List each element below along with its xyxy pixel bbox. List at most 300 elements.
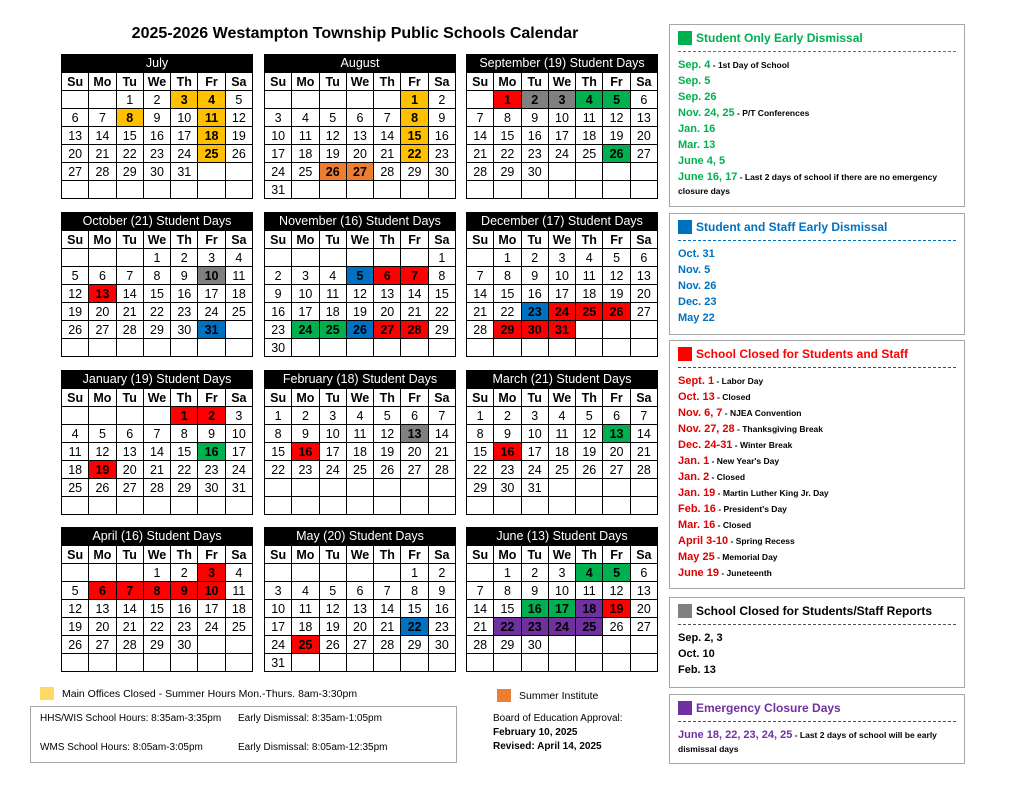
empty-cell bbox=[89, 91, 116, 109]
day-cell: 14 bbox=[89, 127, 116, 145]
day-cell: 5 bbox=[603, 564, 630, 582]
legend-panel-title: Emergency Closure Days bbox=[696, 701, 841, 715]
entry-note: - Last 2 days of school will be early dismissal days bbox=[678, 730, 937, 754]
day-cell: 16 bbox=[521, 285, 548, 303]
weekday-header: Su bbox=[62, 231, 89, 249]
empty-cell bbox=[401, 654, 428, 672]
day-cell: 16 bbox=[143, 127, 170, 145]
empty-cell bbox=[603, 654, 630, 672]
day-cell: 28 bbox=[89, 163, 116, 181]
weekday-header: Fr bbox=[401, 389, 428, 407]
day-cell: 24 bbox=[225, 461, 252, 479]
empty-cell bbox=[428, 497, 455, 515]
day-cell: 16 bbox=[521, 600, 548, 618]
day-cell: 5 bbox=[603, 91, 630, 109]
weekday-header: We bbox=[548, 231, 575, 249]
day-cell: 23 bbox=[428, 145, 455, 163]
legend-entry bbox=[678, 728, 956, 756]
day-cell: 31 bbox=[265, 654, 292, 672]
day-cell: 15 bbox=[428, 285, 455, 303]
day-cell: 9 bbox=[171, 582, 198, 600]
month-title: December (17) Student Days bbox=[466, 212, 658, 230]
month-title: March (21) Student Days bbox=[466, 370, 658, 388]
weekday-header: Sa bbox=[225, 73, 252, 91]
legend-entry bbox=[678, 438, 956, 452]
weekday-header: Su bbox=[467, 546, 494, 564]
month-title: October (21) Student Days bbox=[61, 212, 253, 230]
legend-panel bbox=[669, 340, 965, 589]
entry-dates: Mar. 13 bbox=[678, 139, 716, 151]
day-cell: 26 bbox=[89, 479, 116, 497]
day-cell: 5 bbox=[62, 582, 89, 600]
empty-cell bbox=[319, 91, 346, 109]
day-cell: 11 bbox=[225, 267, 252, 285]
day-cell: 1 bbox=[116, 91, 143, 109]
empty-cell bbox=[374, 497, 401, 515]
day-cell: 7 bbox=[467, 582, 494, 600]
day-cell: 29 bbox=[401, 636, 428, 654]
day-cell: 20 bbox=[630, 127, 657, 145]
day-cell: 5 bbox=[319, 582, 346, 600]
day-cell: 20 bbox=[401, 443, 428, 461]
day-cell: 3 bbox=[521, 407, 548, 425]
day-cell: 23 bbox=[171, 618, 198, 636]
day-cell: 30 bbox=[428, 163, 455, 181]
weekday-header: Tu bbox=[116, 546, 143, 564]
day-cell: 21 bbox=[374, 618, 401, 636]
day-cell: 12 bbox=[603, 582, 630, 600]
month-calendar bbox=[466, 54, 658, 199]
day-cell: 21 bbox=[374, 145, 401, 163]
legend-entry bbox=[678, 122, 956, 136]
entry-dates: Feb. 13 bbox=[678, 664, 716, 676]
day-cell: 18 bbox=[292, 145, 319, 163]
day-cell: 9 bbox=[494, 425, 521, 443]
empty-cell bbox=[89, 564, 116, 582]
day-cell: 15 bbox=[494, 600, 521, 618]
weekday-header: Mo bbox=[494, 546, 521, 564]
day-cell: 30 bbox=[494, 479, 521, 497]
day-cell: 27 bbox=[374, 321, 401, 339]
day-cell: 22 bbox=[401, 145, 428, 163]
entry-dates: May 25 bbox=[678, 551, 715, 563]
empty-cell bbox=[89, 181, 116, 199]
day-cell: 9 bbox=[198, 425, 225, 443]
weekday-header: We bbox=[346, 389, 373, 407]
day-cell: 2 bbox=[198, 407, 225, 425]
day-cell: 16 bbox=[198, 443, 225, 461]
day-cell: 4 bbox=[576, 249, 603, 267]
day-cell: 24 bbox=[319, 461, 346, 479]
day-cell: 15 bbox=[494, 127, 521, 145]
day-cell: 23 bbox=[428, 618, 455, 636]
day-cell: 27 bbox=[630, 618, 657, 636]
day-cell: 11 bbox=[225, 582, 252, 600]
empty-cell bbox=[548, 181, 575, 199]
day-cell: 17 bbox=[198, 600, 225, 618]
entry-note: - P/T Conferences bbox=[734, 108, 810, 118]
day-cell: 2 bbox=[494, 407, 521, 425]
weekday-header: Sa bbox=[630, 546, 657, 564]
day-cell: 6 bbox=[401, 407, 428, 425]
entry-dates: Dec. 24-31 bbox=[678, 439, 733, 451]
day-cell: 14 bbox=[116, 600, 143, 618]
day-cell: 5 bbox=[89, 425, 116, 443]
day-cell: 19 bbox=[225, 127, 252, 145]
day-cell: 8 bbox=[401, 109, 428, 127]
weekday-header: Su bbox=[467, 73, 494, 91]
day-cell: 28 bbox=[467, 321, 494, 339]
month-calendar bbox=[264, 54, 456, 199]
day-cell: 13 bbox=[116, 443, 143, 461]
day-cell: 7 bbox=[116, 267, 143, 285]
weekday-header: Fr bbox=[198, 231, 225, 249]
empty-cell bbox=[198, 497, 225, 515]
entry-note: - Closed bbox=[709, 472, 746, 482]
legend-entry bbox=[678, 170, 956, 198]
day-cell: 17 bbox=[548, 285, 575, 303]
weekday-header: Th bbox=[374, 231, 401, 249]
day-cell: 9 bbox=[171, 267, 198, 285]
empty-cell bbox=[116, 564, 143, 582]
weekday-header: Fr bbox=[198, 73, 225, 91]
entry-dates: April 3-10 bbox=[678, 535, 729, 547]
legend-panel-title: Student and Staff Early Dismissal bbox=[696, 220, 888, 234]
day-cell: 14 bbox=[143, 443, 170, 461]
day-cell: 3 bbox=[548, 249, 575, 267]
day-cell: 15 bbox=[494, 285, 521, 303]
day-cell: 20 bbox=[630, 285, 657, 303]
weekday-header: Sa bbox=[630, 231, 657, 249]
legend-panel bbox=[669, 694, 965, 764]
month-title: January (19) Student Days bbox=[61, 370, 253, 388]
month-calendar bbox=[466, 370, 658, 515]
month-calendar bbox=[61, 527, 253, 672]
weekday-header: Th bbox=[374, 546, 401, 564]
day-cell: 15 bbox=[171, 443, 198, 461]
day-cell: 21 bbox=[89, 145, 116, 163]
day-cell: 4 bbox=[292, 109, 319, 127]
empty-cell bbox=[521, 181, 548, 199]
entry-dates: Dec. 23 bbox=[678, 296, 717, 308]
day-cell: 22 bbox=[143, 618, 170, 636]
day-cell: 1 bbox=[143, 564, 170, 582]
legend-entry bbox=[678, 90, 956, 104]
empty-cell bbox=[630, 654, 657, 672]
entry-dates: Oct. 13 bbox=[678, 391, 715, 403]
day-cell: 22 bbox=[116, 145, 143, 163]
empty-cell bbox=[576, 654, 603, 672]
empty-cell bbox=[428, 339, 455, 357]
empty-cell bbox=[467, 339, 494, 357]
day-cell: 18 bbox=[576, 285, 603, 303]
day-cell: 3 bbox=[265, 109, 292, 127]
day-cell: 23 bbox=[494, 461, 521, 479]
day-cell: 6 bbox=[346, 582, 373, 600]
day-cell: 11 bbox=[576, 267, 603, 285]
day-cell: 8 bbox=[494, 582, 521, 600]
legend-panel bbox=[669, 213, 965, 335]
empty-cell bbox=[346, 181, 373, 199]
legend-entry bbox=[678, 263, 956, 277]
month-calendar bbox=[264, 370, 456, 515]
day-cell: 10 bbox=[265, 600, 292, 618]
empty-cell bbox=[198, 636, 225, 654]
empty-cell bbox=[346, 339, 373, 357]
empty-cell bbox=[630, 479, 657, 497]
day-cell: 18 bbox=[225, 285, 252, 303]
day-cell: 25 bbox=[576, 145, 603, 163]
weekday-header: Fr bbox=[401, 73, 428, 91]
entry-dates: Jan. 19 bbox=[678, 487, 716, 499]
entry-note: - President's Day bbox=[715, 504, 787, 514]
month-title: June (13) Student Days bbox=[466, 527, 658, 545]
day-cell: 2 bbox=[428, 564, 455, 582]
day-cell: 23 bbox=[265, 321, 292, 339]
day-cell: 2 bbox=[521, 91, 548, 109]
day-cell: 3 bbox=[265, 582, 292, 600]
weekday-header: Th bbox=[576, 546, 603, 564]
month-calendar bbox=[264, 212, 456, 357]
empty-cell bbox=[89, 407, 116, 425]
day-cell: 24 bbox=[265, 636, 292, 654]
weekday-header: Tu bbox=[521, 546, 548, 564]
empty-cell bbox=[494, 497, 521, 515]
entry-note: - Closed bbox=[714, 392, 751, 402]
day-cell: 13 bbox=[346, 127, 373, 145]
day-cell: 3 bbox=[198, 249, 225, 267]
empty-cell bbox=[319, 479, 346, 497]
day-cell: 17 bbox=[265, 618, 292, 636]
day-cell: 30 bbox=[265, 339, 292, 357]
day-cell: 20 bbox=[603, 443, 630, 461]
weekday-header: Mo bbox=[89, 231, 116, 249]
day-cell: 29 bbox=[494, 321, 521, 339]
weekday-header: Mo bbox=[292, 231, 319, 249]
day-cell: 14 bbox=[428, 425, 455, 443]
day-cell: 30 bbox=[171, 636, 198, 654]
day-cell: 5 bbox=[603, 249, 630, 267]
day-cell: 3 bbox=[548, 91, 575, 109]
day-cell: 6 bbox=[346, 109, 373, 127]
day-cell: 18 bbox=[548, 443, 575, 461]
empty-cell bbox=[346, 479, 373, 497]
day-cell: 14 bbox=[467, 285, 494, 303]
weekday-header: Fr bbox=[198, 389, 225, 407]
day-cell: 28 bbox=[467, 636, 494, 654]
day-cell: 19 bbox=[62, 618, 89, 636]
month-calendar bbox=[61, 370, 253, 515]
day-cell: 18 bbox=[292, 618, 319, 636]
day-cell: 4 bbox=[292, 582, 319, 600]
day-cell: 22 bbox=[494, 303, 521, 321]
day-cell: 9 bbox=[265, 285, 292, 303]
empty-cell bbox=[374, 181, 401, 199]
day-cell: 16 bbox=[292, 443, 319, 461]
empty-cell bbox=[374, 91, 401, 109]
empty-cell bbox=[467, 249, 494, 267]
day-cell: 7 bbox=[401, 267, 428, 285]
month-calendar bbox=[466, 212, 658, 357]
day-cell: 27 bbox=[116, 479, 143, 497]
empty-cell bbox=[292, 339, 319, 357]
entry-note: - Labor Day bbox=[714, 376, 764, 386]
day-cell: 22 bbox=[494, 618, 521, 636]
empty-cell bbox=[265, 249, 292, 267]
day-cell: 24 bbox=[171, 145, 198, 163]
legend-panel-header bbox=[678, 699, 956, 717]
weekday-header: Th bbox=[576, 231, 603, 249]
yellow-swatch bbox=[40, 687, 54, 700]
entry-dates: Nov. 6, 7 bbox=[678, 407, 723, 419]
day-cell: 31 bbox=[521, 479, 548, 497]
day-cell: 6 bbox=[603, 407, 630, 425]
legend-panel-title: School Closed for Students and Staff bbox=[696, 347, 909, 361]
empty-cell bbox=[62, 249, 89, 267]
day-cell: 8 bbox=[467, 425, 494, 443]
weekday-header: We bbox=[346, 73, 373, 91]
empty-cell bbox=[62, 407, 89, 425]
weekday-header: Th bbox=[374, 389, 401, 407]
empty-cell bbox=[62, 339, 89, 357]
day-cell: 17 bbox=[548, 127, 575, 145]
day-cell: 22 bbox=[265, 461, 292, 479]
day-cell: 28 bbox=[467, 163, 494, 181]
day-cell: 21 bbox=[467, 618, 494, 636]
day-cell: 17 bbox=[548, 600, 575, 618]
day-cell: 1 bbox=[428, 249, 455, 267]
day-cell: 1 bbox=[494, 91, 521, 109]
month-title: August bbox=[264, 54, 456, 72]
day-cell: 19 bbox=[319, 618, 346, 636]
day-cell: 21 bbox=[467, 145, 494, 163]
entry-note: - NJEA Convention bbox=[722, 408, 802, 418]
day-cell: 10 bbox=[548, 582, 575, 600]
empty-cell bbox=[346, 91, 373, 109]
day-cell: 16 bbox=[265, 303, 292, 321]
empty-cell bbox=[428, 181, 455, 199]
weekday-header: We bbox=[143, 389, 170, 407]
weekday-header: We bbox=[548, 73, 575, 91]
weekday-header: Su bbox=[265, 546, 292, 564]
legend-entry bbox=[678, 550, 956, 564]
day-cell: 2 bbox=[521, 564, 548, 582]
weekday-header: Tu bbox=[319, 389, 346, 407]
empty-cell bbox=[319, 497, 346, 515]
weekday-header: Su bbox=[62, 73, 89, 91]
day-cell: 4 bbox=[346, 407, 373, 425]
day-cell: 2 bbox=[143, 91, 170, 109]
day-cell: 27 bbox=[630, 303, 657, 321]
day-cell: 28 bbox=[374, 163, 401, 181]
empty-cell bbox=[401, 479, 428, 497]
empty-cell bbox=[346, 564, 373, 582]
day-cell: 26 bbox=[62, 636, 89, 654]
day-cell: 22 bbox=[467, 461, 494, 479]
day-cell: 25 bbox=[319, 321, 346, 339]
empty-cell bbox=[198, 654, 225, 672]
weekday-header: Sa bbox=[225, 389, 252, 407]
empty-cell bbox=[116, 249, 143, 267]
day-cell: 7 bbox=[89, 109, 116, 127]
day-cell: 6 bbox=[630, 91, 657, 109]
divider bbox=[678, 51, 956, 52]
weekday-header: We bbox=[548, 389, 575, 407]
empty-cell bbox=[89, 339, 116, 357]
day-cell: 25 bbox=[225, 618, 252, 636]
empty-cell bbox=[89, 249, 116, 267]
legend-entry bbox=[678, 74, 956, 88]
day-cell: 20 bbox=[62, 145, 89, 163]
day-cell: 1 bbox=[265, 407, 292, 425]
empty-cell bbox=[467, 497, 494, 515]
empty-cell bbox=[265, 479, 292, 497]
day-cell: 8 bbox=[171, 425, 198, 443]
day-cell: 15 bbox=[401, 127, 428, 145]
month-title: May (20) Student Days bbox=[264, 527, 456, 545]
empty-cell bbox=[401, 339, 428, 357]
day-cell: 6 bbox=[630, 249, 657, 267]
day-cell: 30 bbox=[521, 321, 548, 339]
day-cell: 31 bbox=[198, 321, 225, 339]
weekday-header: Mo bbox=[494, 231, 521, 249]
empty-cell bbox=[62, 497, 89, 515]
day-cell: 25 bbox=[548, 461, 575, 479]
day-cell: 25 bbox=[346, 461, 373, 479]
weekday-header: Th bbox=[374, 73, 401, 91]
weekday-header: Mo bbox=[494, 389, 521, 407]
day-cell: 10 bbox=[225, 425, 252, 443]
day-cell: 29 bbox=[116, 163, 143, 181]
day-cell: 13 bbox=[630, 267, 657, 285]
entry-dates: Nov. 5 bbox=[678, 264, 711, 276]
day-cell: 15 bbox=[116, 127, 143, 145]
empty-cell bbox=[548, 479, 575, 497]
day-cell: 26 bbox=[225, 145, 252, 163]
weekday-header: Tu bbox=[521, 389, 548, 407]
empty-cell bbox=[494, 654, 521, 672]
day-cell: 8 bbox=[401, 582, 428, 600]
day-cell: 17 bbox=[225, 443, 252, 461]
legend-panel-header bbox=[678, 218, 956, 236]
divider bbox=[678, 367, 956, 368]
empty-cell bbox=[116, 181, 143, 199]
day-cell: 24 bbox=[548, 303, 575, 321]
day-cell: 12 bbox=[576, 425, 603, 443]
divider bbox=[678, 624, 956, 625]
day-cell: 17 bbox=[319, 443, 346, 461]
legend-panel-title: Student Only Early Dismissal bbox=[696, 31, 863, 45]
empty-cell bbox=[576, 339, 603, 357]
day-cell: 26 bbox=[603, 303, 630, 321]
empty-cell bbox=[346, 497, 373, 515]
day-cell: 10 bbox=[292, 285, 319, 303]
empty-cell bbox=[630, 636, 657, 654]
weekday-header: Tu bbox=[521, 231, 548, 249]
day-cell: 29 bbox=[143, 636, 170, 654]
day-cell: 3 bbox=[292, 267, 319, 285]
day-cell: 28 bbox=[143, 479, 170, 497]
day-cell: 28 bbox=[374, 636, 401, 654]
empty-cell bbox=[467, 91, 494, 109]
month-title: September (19) Student Days bbox=[466, 54, 658, 72]
empty-cell bbox=[171, 339, 198, 357]
empty-cell bbox=[374, 249, 401, 267]
empty-cell bbox=[374, 564, 401, 582]
entry-note: - Memorial Day bbox=[714, 552, 778, 562]
empty-cell bbox=[143, 339, 170, 357]
empty-cell bbox=[116, 407, 143, 425]
